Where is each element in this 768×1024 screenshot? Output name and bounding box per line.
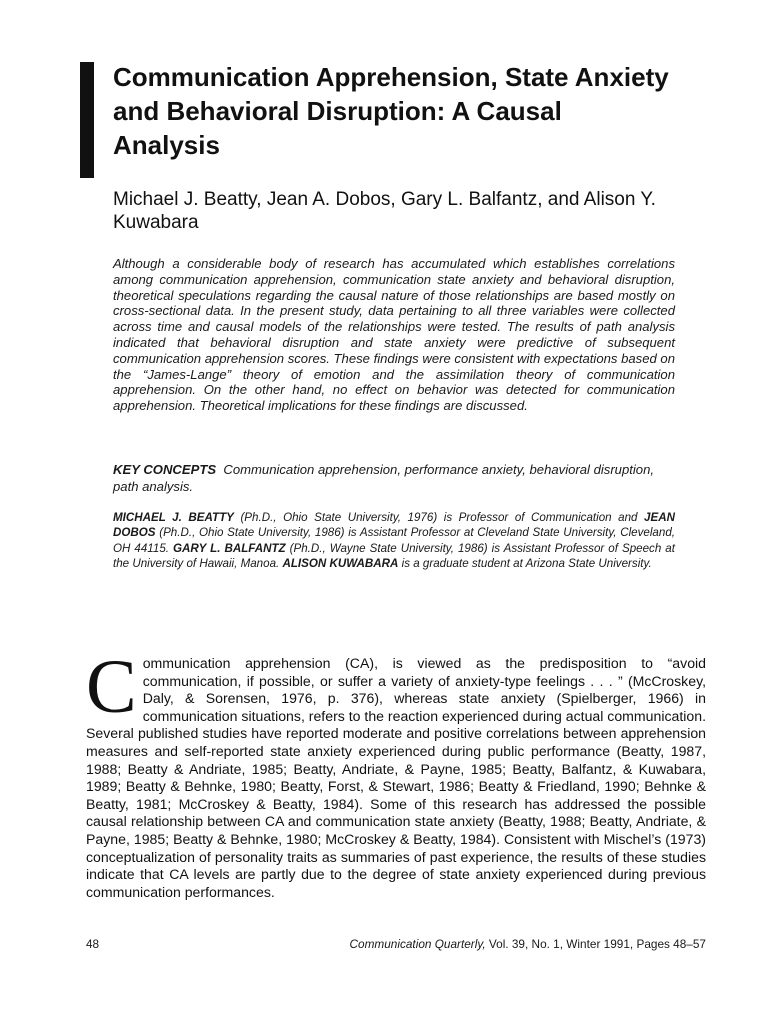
key-concepts-text: Communication apprehension, performance anxiety, behavioral disruption, path analysis. (113, 462, 654, 494)
bio-name: MICHAEL J. BEATTY (113, 511, 234, 524)
bio-name: ALISON KUWABARA (282, 557, 399, 571)
journal-name: Communication Quarterly, (349, 937, 486, 951)
article-title: Communication Apprehension, State Anxiety and Behavioral Disruption: A Causal Analysis (113, 62, 669, 160)
bio-text: (Ph.D., Wayne State University, 1986) is Assistant Professor of Speech at the University of Hawaii, Manoa. (113, 541, 675, 571)
body-text: ommunication apprehension (CA), is viewed as the predisposition to “avoid communication, if possible, or suffer a variety of anxiety-type feelings . . . ” (McCroskey, Daly, & Sorensen, 1976, p. 376), whereas state anxiety (Spielberger, 1966) in communication situations, refers to the reaction experienced during actual communication. Several published studies have reported moderate and positive correlations between apprehension measures and self-reported state anxiety experienced during public performance (Beatty, 1987, 1988; Beatty & Andriate, 1985; Beatty, Andriate, & Payne, 1985; Beatty, Balfantz, & Kuwabara, 1989; Beatty & Behnke, 1980; Beatty, Forst, & Stewart, 1986; Beatty & Friedland, 1990; Behnke & Beatty, 1981; McCroskey & Beatty, 1984). Some of this research has addressed the possible causal relationship between CA and communication state anxiety (Beatty, 1988; Beatty, Andriate, & Payne, 1985; Beatty & Behnke, 1980; McCroskey & Beatty, 1984). Consistent with Mischel’s (1973) conceptualization of personality traits as summaries of past experience, the results of these studies indicate that CA levels are partly due to the degree of state anxiety experienced during previous communication performances. (86, 655, 706, 900)
title-rule-bar (80, 62, 94, 178)
page-number: 48 (86, 937, 100, 951)
bio-name: JEAN DOBOS (113, 511, 675, 540)
body-paragraph (86, 645, 706, 901)
journal-citation (349, 937, 706, 951)
author-list: Michael J. Beatty, Jean A. Dobos, Gary L. Balfantz, and Alison Y. Kuwabara (113, 189, 656, 233)
bio-text: is a graduate student at Arizona State University. (398, 557, 652, 571)
bio-name: GARY L. BALFANTZ (173, 541, 286, 555)
drop-cap: C (86, 645, 137, 729)
page-footer (86, 937, 706, 955)
key-concepts (113, 461, 675, 495)
author-bios (113, 510, 675, 572)
journal-issue: Vol. 39, No. 1, Winter 1991, Pages 48–57 (485, 937, 706, 951)
bio-text: (Ph.D., Ohio State University, 1986) is Assistant Professor at Cleveland State University, Cleveland, OH 44115. (113, 526, 675, 555)
bio-text: (Ph.D., Ohio State University, 1976) is Professor of Communication and (233, 511, 645, 524)
key-concepts-label: KEY CONCEPTS (113, 462, 217, 477)
abstract: Although a considerable body of research has accumulated which establishes correlations among communication apprehension, communication state anxiety and behavioral disruption, theoretical speculations regarding the causal nature of those relationships are based mostly on cross-sectional data. In the present study, data pertaining to all three variables were collected across time and causal models of the relationships were tested. The results of path analysis indicated that behavioral disruption and state anxiety were predictive of subsequent communication apprehension scores. These findings were consistent with expectations based on the “James-Lange” theory of emotion and the assimilation theory of communication apprehension. On the other hand, no effect on behavior was detected for communication apprehension. Theoretical implications for these findings are discussed. (113, 256, 675, 414)
